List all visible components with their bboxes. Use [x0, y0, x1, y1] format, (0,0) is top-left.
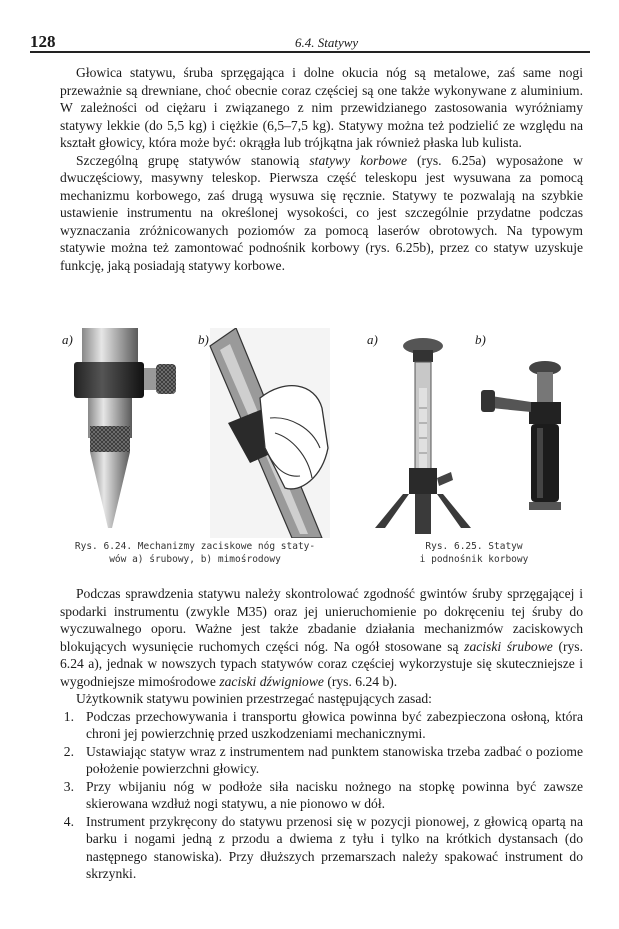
bottom-text-block [60, 585, 583, 883]
rules-intro: Użytkownik statywu powinien przestrzegać następujących zasad: [76, 691, 432, 706]
figure-6-25 [365, 328, 583, 568]
section-title: 6.4. Statywy [295, 35, 359, 50]
crank-tripod-illustration [365, 328, 583, 538]
figure-caption-6-24: Rys. 6.24. Mechanizmy zaciskowe nóg staty- wów a) śrubowy, b) mimośrodowy [74, 541, 316, 565]
clamp-collar [74, 362, 144, 398]
figure-label-a: a) [367, 332, 378, 347]
figure-6-24 [60, 328, 330, 568]
list-item: 1. Podczas przechowywania i transportu głowica powinna być zabezpieczona osłoną, która chroni jej powierzchnię przed uszkodzeniami mechanicznymi. [63, 708, 583, 741]
knurled-ring [90, 426, 130, 452]
leg-clamp-illustration [60, 328, 330, 538]
page-number: 128 [30, 32, 56, 51]
lifter-crank [491, 396, 531, 412]
emphasis-term: zaciski dźwigniowe [219, 673, 324, 689]
figure-label-a: a) [62, 332, 73, 347]
list-item: 3. Przy wbijaniu nóg w podłoże siła nacisku nożnego na stopkę powinna być zawsze skierowana wzdłuż nogi statywu, a nie pionowo w dół. [63, 778, 583, 811]
rules-list [60, 708, 583, 883]
crank-housing [409, 468, 437, 494]
lifter-body [531, 424, 559, 502]
figure-caption-6-25: Rys. 6.25. Statyw i podnośnik korbowy [419, 541, 529, 565]
emphasis-term: zaciski śrubowe [464, 638, 553, 654]
figure-label-b: b) [475, 332, 486, 347]
crank-handle [437, 472, 453, 486]
paragraph-checks: Podczas sprawdzenia statywu należy skontrolować zgodność gwintów śruby sprzęgającej i spodarki instrumentu (zwykle M35) oraz jej unieruchomienie po dokręceniu tej śruby do wyczuwalnego oporu. Ważne jest także zbadanie działania mechanizmów zaciskowych blokujących wysunięcie ruchomych części nóg. Na ogół stosowane są zaciski śrubowe (rys. 6.24 a), jednak w nowszych typach statywów coraz częściej wykorzystuje się skuteczniejsze i wygodniejsze mimośrodowe zaciski dźwigniowe (rys. 6.24 b). [60, 586, 583, 689]
figures-row [60, 328, 583, 565]
list-item: 4. Instrument przykręcony do statywu przenosi się w pozycji pionowej, z głowicą opartą na barku i nogami jedną z przodu a dwiema z tyłu i tylko na krótkich dystansach (do następnego stanowiska). Przy dłuższych przemarszach należy spakować instrument do skrzynki. [63, 813, 583, 881]
emphasis-term: statywy korbowe [309, 152, 407, 168]
paragraph-crank-tripods: Szczególną grupę statywów stanowią statywy korbowe (rys. 6.25a) wyposażone w dwuczęściowy, masywny teleskop. Pierwsza część teleskopu jest wysuwana za pomocą mechanizmu korbowego, zaś drugą wysuwa się ręcznie. Statywy te pozwalają na szybkie ustawienie instrumentu na określonej wysokości, co jest szczególnie przydatne podczas wyznaczania zróżnicowanych poziomów za pomocą laserów obrotowych. Na typowym statywie można też zamontować podnośnik korbowy (rys. 6.25b), przez co statyw uzyskuje funkcję, jaką posiadają statywy korbowe. [60, 152, 583, 273]
leg-spike [90, 452, 130, 528]
top-text-block [60, 64, 583, 274]
clamp-screw-knob [156, 364, 176, 394]
paragraph-materials: Głowica statywu, śruba sprzęgająca i dolne okucia nóg są metalowe, zaś same nogi przeważnie są drewniane, choć obecnie coraz częściej są one także wykonywane z aluminium. W zależności od ciężaru i związanego z nim przewidzianego zastosowania wyróżniamy statywy lekkie (do 5,5 kg) i ciężkie (6,5–7,5 kg). Statywy można też podzielić ze względu na kształt głowicy, która może być: okrągła lub trójkątna jak również płaska lub kulista. [60, 65, 583, 150]
running-header [30, 30, 590, 54]
header-rule [30, 51, 590, 53]
list-item: 2. Ustawiając statyw wraz z instrumentem nad punktem stanowiska trzeba zadbać o poziome położenie powierzchni głowicy. [63, 743, 583, 776]
figure-label-b: b) [198, 332, 209, 347]
